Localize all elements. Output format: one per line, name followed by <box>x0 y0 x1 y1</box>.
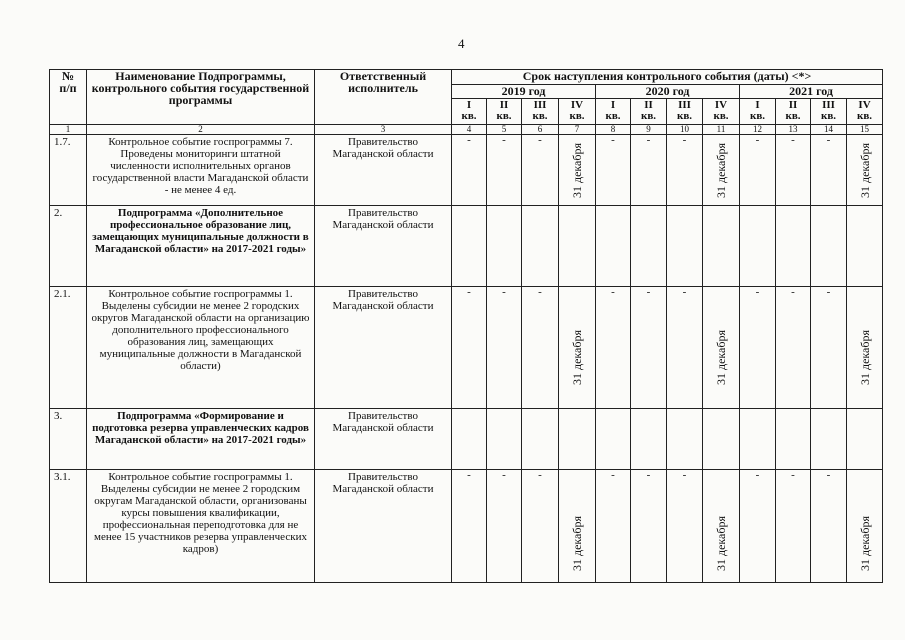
column-number: 15 <box>847 125 883 135</box>
quarter-date-cell <box>559 470 596 583</box>
empty-cell <box>811 409 847 470</box>
quarter-date: 31 декабря <box>714 329 728 385</box>
header-row-1 <box>50 70 883 85</box>
quarter-date: 31 декабря <box>857 142 872 198</box>
quarter-date: 31 декабря <box>714 515 728 571</box>
empty-cell <box>596 206 631 287</box>
empty-cell <box>847 206 883 287</box>
quarter-date-cell <box>559 287 596 409</box>
header-responsible: Ответственный исполнитель <box>315 70 452 125</box>
row-number: 2.1. <box>50 287 87 409</box>
empty-cell <box>559 206 596 287</box>
quarter-dash: - <box>487 287 522 409</box>
header-year-2021: 2021 год <box>740 85 883 99</box>
row-responsible: Правительство Магаданской области <box>315 206 452 287</box>
row-responsible: Правительство Магаданской области <box>315 287 452 409</box>
row-number: 3. <box>50 409 87 470</box>
quarter-date-cell <box>703 470 740 583</box>
quarter-cell: III кв. <box>667 99 703 125</box>
empty-cell <box>631 409 667 470</box>
empty-cell <box>452 206 487 287</box>
column-number: 1 <box>50 125 87 135</box>
quarter-dash: - <box>487 135 522 206</box>
quarter-dash: - <box>667 470 703 583</box>
quarter-cell: IV кв. <box>703 99 740 125</box>
empty-cell <box>487 409 522 470</box>
header-num: № п/п <box>50 70 87 125</box>
quarter-dash: - <box>487 470 522 583</box>
empty-cell <box>776 409 811 470</box>
quarter-date-cell <box>703 135 740 206</box>
page-number: 4 <box>458 36 465 51</box>
empty-cell <box>776 206 811 287</box>
empty-cell <box>667 409 703 470</box>
row-name: Контрольное событие госпрограммы 1. Выделены субсидии не менее 2 городским округам Магаданской области, организованы курсы повышения квалификации, профессиональная переподготовка для не менее 15 участников резерва управленческих кадров) <box>87 470 315 583</box>
column-number: 8 <box>596 125 631 135</box>
empty-cell <box>559 409 596 470</box>
quarter-date: 31 декабря <box>570 142 584 198</box>
header-deadline: Срок наступления контрольного события (даты) <*> <box>452 70 883 85</box>
column-number: 13 <box>776 125 811 135</box>
column-number: 14 <box>811 125 847 135</box>
column-number: 5 <box>487 125 522 135</box>
quarter-cell: II кв. <box>631 99 667 125</box>
quarter-dash: - <box>740 135 776 206</box>
quarter-cell: IV кв. <box>847 99 883 125</box>
empty-cell <box>811 206 847 287</box>
quarter-dash: - <box>596 287 631 409</box>
quarter-dash: - <box>811 135 847 206</box>
column-number: 4 <box>452 125 487 135</box>
quarter-dash: - <box>522 470 559 583</box>
header-name: Наименование Подпрограммы, контрольного события государственной программы <box>87 70 315 125</box>
quarter-dash: - <box>452 287 487 409</box>
quarter-date-cell <box>703 287 740 409</box>
quarter-cell: III кв. <box>811 99 847 125</box>
empty-cell <box>703 206 740 287</box>
column-number-row <box>50 125 883 135</box>
quarter-cell: I кв. <box>452 99 487 125</box>
quarter-date-cell <box>847 470 883 583</box>
empty-cell <box>740 206 776 287</box>
quarter-date-cell <box>559 135 596 206</box>
empty-cell <box>522 409 559 470</box>
quarter-date: 31 декабря <box>714 142 728 198</box>
header-year-2020: 2020 год <box>596 85 740 99</box>
quarter-dash: - <box>596 470 631 583</box>
quarter-dash: - <box>631 135 667 206</box>
empty-cell <box>487 206 522 287</box>
column-number: 10 <box>667 125 703 135</box>
quarter-cell: III кв. <box>522 99 559 125</box>
row-responsible: Правительство Магаданской области <box>315 135 452 206</box>
column-number: 11 <box>703 125 740 135</box>
column-number: 12 <box>740 125 776 135</box>
empty-cell <box>522 206 559 287</box>
quarter-cell: I кв. <box>740 99 776 125</box>
quarter-dash: - <box>811 287 847 409</box>
empty-cell <box>452 409 487 470</box>
row-name: Подпрограмма «Дополнительное профессиональное образование лиц, замещающих муниципальные должности в Магаданской области» на 2017-2021 годы» <box>87 206 315 287</box>
control-events-table <box>49 69 883 583</box>
quarter-dash: - <box>452 470 487 583</box>
table-row <box>50 206 883 287</box>
column-number: 7 <box>559 125 596 135</box>
quarter-dash: - <box>522 287 559 409</box>
row-responsible: Правительство Магаданской области <box>315 409 452 470</box>
quarter-dash: - <box>740 287 776 409</box>
row-name: Контрольное событие госпрограммы 1. Выделены субсидии не менее 2 городских округов Магаданской области на организацию дополнительного профессионального образования лиц, замещающих муниципальные должности в Магаданской области) <box>87 287 315 409</box>
quarter-cell: IV кв. <box>559 99 596 125</box>
empty-cell <box>703 409 740 470</box>
column-number: 6 <box>522 125 559 135</box>
column-number: 2 <box>87 125 315 135</box>
quarter-dash: - <box>776 135 811 206</box>
quarter-cell: I кв. <box>596 99 631 125</box>
table-row <box>50 470 883 583</box>
quarter-dash: - <box>776 287 811 409</box>
quarter-dash: - <box>631 287 667 409</box>
row-number: 2. <box>50 206 87 287</box>
table-row <box>50 135 883 206</box>
quarter-dash: - <box>596 135 631 206</box>
quarter-dash: - <box>776 470 811 583</box>
row-number: 1.7. <box>50 135 87 206</box>
quarter-dash: - <box>811 470 847 583</box>
quarter-dash: - <box>667 135 703 206</box>
quarter-date: 31 декабря <box>570 329 584 385</box>
empty-cell <box>631 206 667 287</box>
quarter-date-cell <box>847 287 883 409</box>
quarter-cell: II кв. <box>776 99 811 125</box>
quarter-date-cell <box>847 135 883 206</box>
empty-cell <box>847 409 883 470</box>
quarter-cell: II кв. <box>487 99 522 125</box>
row-name: Подпрограмма «Формирование и подготовка резерва управленческих кадров Магаданской области» на 2017-2021 годы» <box>87 409 315 470</box>
row-name: Контрольное событие госпрограммы 7. Проведены мониторинги штатной численности исполнительных органов государственной власти Магаданской области - не менее 4 ед. <box>87 135 315 206</box>
quarter-dash: - <box>667 287 703 409</box>
quarter-dash: - <box>740 470 776 583</box>
empty-cell <box>596 409 631 470</box>
header-year-2019: 2019 год <box>452 85 596 99</box>
row-responsible: Правительство Магаданской области <box>315 470 452 583</box>
empty-cell <box>667 206 703 287</box>
quarter-date: 31 декабря <box>857 515 872 571</box>
table-row <box>50 409 883 470</box>
quarter-dash: - <box>452 135 487 206</box>
empty-cell <box>740 409 776 470</box>
column-number: 3 <box>315 125 452 135</box>
column-number: 9 <box>631 125 667 135</box>
quarter-dash: - <box>631 470 667 583</box>
table-row <box>50 287 883 409</box>
quarter-date: 31 декабря <box>857 329 872 385</box>
quarter-date: 31 декабря <box>570 515 584 571</box>
row-number: 3.1. <box>50 470 87 583</box>
quarter-dash: - <box>522 135 559 206</box>
